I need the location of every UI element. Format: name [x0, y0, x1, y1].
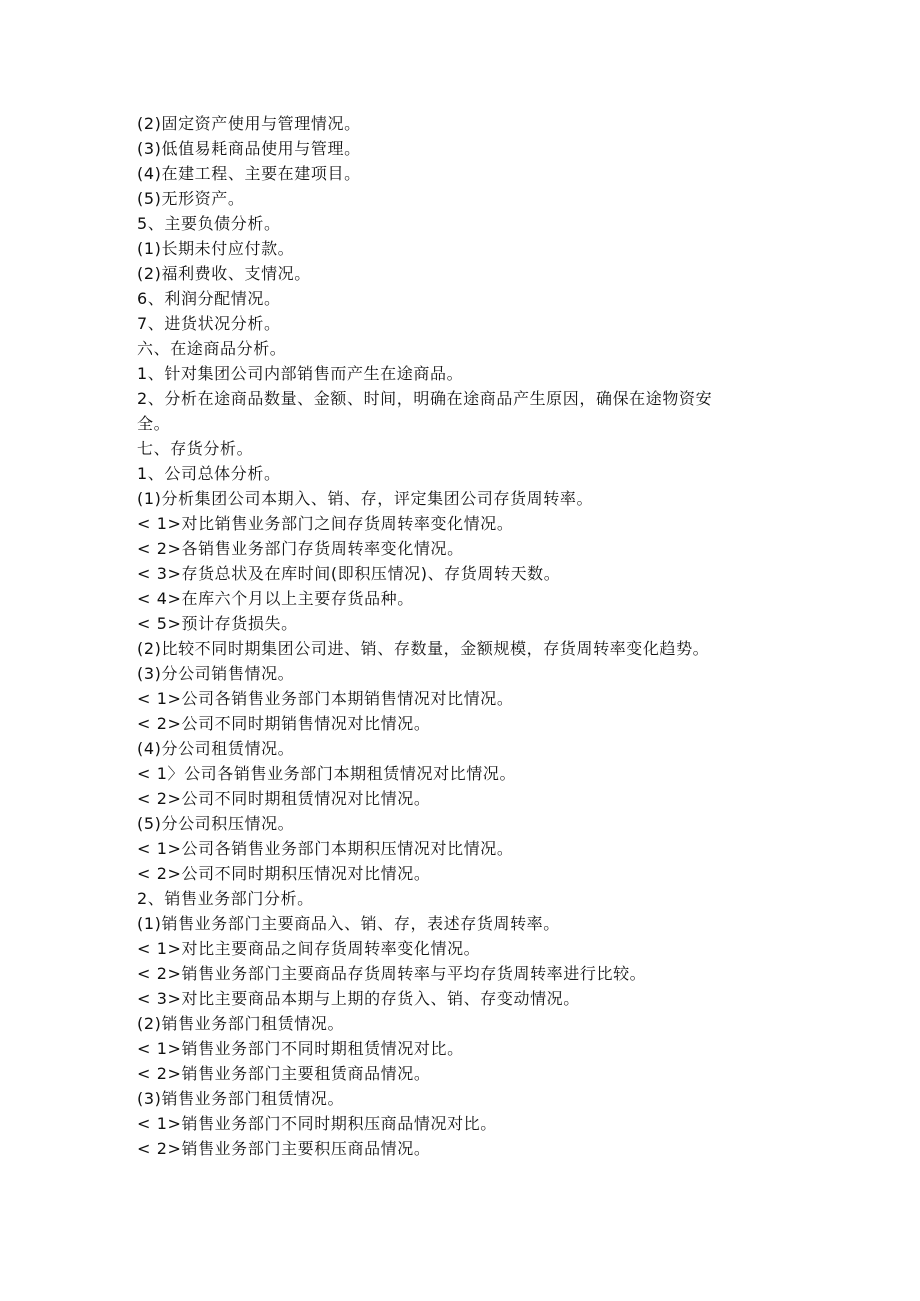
section-heading: 1、针对集团公司内部销售而产生在途商品。 [137, 364, 464, 383]
text-line: (2)福利费收、支情况。 [137, 264, 311, 283]
chapter-heading: 七、存货分析。 [137, 439, 254, 458]
text-line: (1)分析集团公司本期入、销、存，评定集团公司存货周转率。 [137, 489, 594, 508]
text-line: (5)无形资产。 [137, 189, 245, 208]
section-heading: 5、主要负债分析。 [137, 214, 281, 233]
list-item: < 2>公司不同时期租赁情况对比情况。 [137, 789, 431, 808]
list-item: < 2>销售业务部门主要商品存货周转率与平均存货周转率进行比较。 [137, 964, 647, 983]
section-heading: 2、分析在途商品数量、金额、时间，明确在途商品产生原因，确保在途物资安 [137, 389, 713, 408]
text-line: (4)分公司租赁情况。 [137, 739, 295, 758]
document-body [137, 111, 787, 1161]
list-item: < 2>公司不同时期销售情况对比情况。 [137, 714, 431, 733]
list-item: < 3>存货总状及在库时间(即积压情况)、存货周转天数。 [137, 564, 561, 583]
list-item: < 2>各销售业务部门存货周转率变化情况。 [137, 539, 464, 558]
list-item: < 2>公司不同时期积压情况对比情况。 [137, 864, 431, 883]
text-line: (2)比较不同时期集团公司进、销、存数量，金额规模，存货周转率变化趋势。 [137, 639, 710, 658]
text-line: (1)销售业务部门主要商品入、销、存，表述存货周转率。 [137, 914, 560, 933]
text-line-continuation: 全。 [137, 414, 171, 433]
section-heading: 6、利润分配情况。 [137, 289, 281, 308]
section-heading: 7、进货状况分析。 [137, 314, 281, 333]
section-heading: 1、公司总体分析。 [137, 464, 281, 483]
list-item: < 3>对比主要商品本期与上期的存货入、销、存变动情况。 [137, 989, 580, 1008]
text-line: (3)销售业务部门租赁情况。 [137, 1089, 345, 1108]
list-item: < 1>销售业务部门不同时期租赁情况对比。 [137, 1039, 464, 1058]
text-line: (1)长期未付应付款。 [137, 239, 295, 258]
list-item: < 1>公司各销售业务部门本期销售情况对比情况。 [137, 689, 514, 708]
text-line: (4)在建工程、主要在建项目。 [137, 164, 361, 183]
list-item: < 2>销售业务部门主要租赁商品情况。 [137, 1064, 431, 1083]
list-item: < 1>公司各销售业务部门本期积压情况对比情况。 [137, 839, 514, 858]
list-item: < 1>销售业务部门不同时期积压商品情况对比。 [137, 1114, 497, 1133]
text-line: (2)销售业务部门租赁情况。 [137, 1014, 345, 1033]
text-line: (3)分公司销售情况。 [137, 664, 295, 683]
list-item: < 1>对比销售业务部门之间存货周转率变化情况。 [137, 514, 514, 533]
list-item: < 4>在库六个月以上主要存货品种。 [137, 589, 414, 608]
list-item: < 5>预计存货损失。 [137, 614, 298, 633]
list-item: < 2>销售业务部门主要积压商品情况。 [137, 1139, 431, 1158]
text-line: (2)固定资产使用与管理情况。 [137, 114, 361, 133]
text-line: (3)低值易耗商品使用与管理。 [137, 139, 361, 158]
list-item: < 1>对比主要商品之间存货周转率变化情况。 [137, 939, 481, 958]
text-line: (5)分公司积压情况。 [137, 814, 295, 833]
chapter-heading: 六、在途商品分析。 [137, 339, 287, 358]
section-heading: 2、销售业务部门分析。 [137, 889, 314, 908]
list-item: < 1〉公司各销售业务部门本期租赁情况对比情况。 [137, 764, 517, 783]
